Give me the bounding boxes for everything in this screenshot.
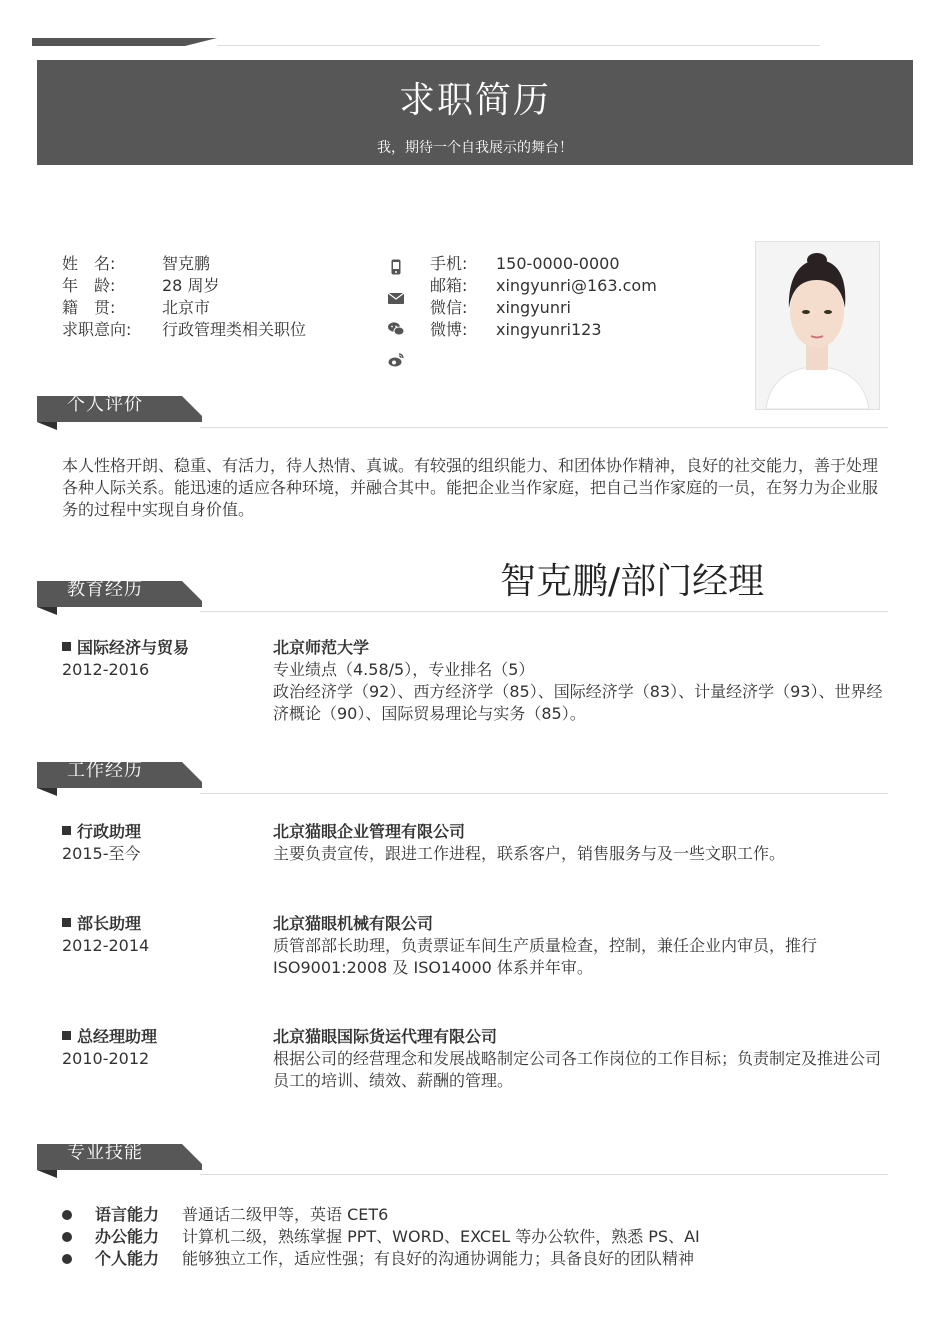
education-courses: 政治经济学（92）、西方经济学（85）、国际经济学（83）、计量经济学（93）、世界经济概论（90）、国际贸易理论与实务（85）。: [273, 682, 883, 723]
contact-row-weibo: [430, 319, 657, 341]
section-divider: [200, 427, 888, 428]
square-bullet-icon: [62, 826, 71, 835]
education-period: 2012-2016: [62, 660, 150, 679]
skill-name: 办公能力: [95, 1227, 160, 1246]
page-title: 求职简历: [398, 80, 551, 121]
name-position-heading: 智克鹏/部门经理: [500, 561, 765, 602]
education-major: 国际经济与贸易: [77, 638, 190, 657]
work-title: 行政助理: [77, 822, 142, 841]
basic-info: [62, 253, 306, 341]
info-value: 智克鹏: [162, 254, 211, 273]
contact-label: 微信:: [430, 298, 468, 317]
work-item-right: [273, 821, 883, 865]
info-row-age: [62, 275, 306, 297]
work-period: 2012-2014: [62, 936, 150, 955]
info-row-name: [62, 253, 306, 275]
square-bullet-icon: [62, 1031, 71, 1040]
info-label: 籍 贯:: [62, 298, 116, 317]
work-period: 2010-2012: [62, 1049, 150, 1068]
work-company: 北京猫眼企业管理有限公司: [273, 822, 466, 841]
section-tab-skills: [37, 1144, 202, 1178]
contact-info: [430, 253, 657, 341]
info-row-objective: [62, 319, 306, 341]
contact-row-phone: [430, 253, 657, 275]
work-company: 北京猫眼机械有限公司: [273, 914, 434, 933]
skill-item: [62, 1248, 882, 1270]
skill-desc: 计算机二级，熟练掌握 PPT、WORD、EXCEL 等办公软件，熟悉 PS、AI: [182, 1227, 700, 1246]
section-title: 专业技能: [67, 1142, 143, 1163]
education-gpa: 专业绩点（4.58/5），专业排名（5）: [273, 660, 535, 679]
work-desc: 主要负责宣传，跟进工作进程，联系客户，销售服务与及一些文职工作。: [273, 844, 786, 863]
profile-photo: [755, 241, 880, 410]
work-item-right: [273, 913, 883, 979]
section-tab-work: [37, 762, 202, 796]
weibo-icon: [385, 349, 407, 371]
skill-name: 个人能力: [95, 1249, 160, 1268]
contact-row-email: [430, 275, 657, 297]
info-label: 求职意向:: [62, 320, 132, 339]
info-label: 姓 名:: [62, 254, 116, 273]
section-divider: [200, 793, 888, 794]
work-item-right: [273, 1026, 883, 1092]
skill-item: [62, 1226, 882, 1248]
square-bullet-icon: [62, 642, 71, 651]
section-tab-profile: [37, 396, 202, 430]
work-item-left: [62, 1026, 262, 1070]
section-title: 工作经历: [67, 760, 143, 781]
phone-icon: [385, 256, 407, 278]
contact-value: xingyunri: [496, 298, 571, 317]
section-divider: [200, 1174, 888, 1175]
contact-value: xingyunri123: [496, 320, 602, 339]
contact-label: 邮箱:: [430, 276, 468, 295]
work-item-left: [62, 913, 262, 957]
profile-text: 本人性格开朗、稳重、有活力，待人热情、真诚。有较强的组织能力、和团体协作精神，良好的社交能力，善于处理各种人际关系。能迅速的适应各种环境，并融合其中。能把企业当作家庭，把自己当作家庭的一员，在努力为企业服务的过程中实现自身价值。: [62, 456, 879, 519]
contact-value: 150-0000-0000: [496, 254, 620, 273]
mail-icon: [385, 287, 407, 309]
work-title: 总经理助理: [77, 1027, 158, 1046]
info-value: 北京市: [162, 298, 211, 317]
contact-row-wechat: [430, 297, 657, 319]
wechat-icon: [385, 318, 407, 340]
info-row-hometown: [62, 297, 306, 319]
work-desc: 质管部部长助理，负责票证车间生产质量检查，控制，兼任企业内审员，推行ISO9001:2008 及 ISO14000 体系并年审。: [273, 936, 818, 977]
education-school: 北京师范大学: [273, 638, 370, 657]
skill-desc: 普通话二级甲等，英语 CET6: [182, 1205, 389, 1224]
education-left: [62, 637, 262, 681]
top-decor-line: [32, 38, 820, 46]
work-title: 部长助理: [77, 914, 142, 933]
work-item-left: [62, 821, 262, 865]
skill-name: 语言能力: [95, 1205, 160, 1224]
info-value: 28 周岁: [162, 276, 220, 295]
bullet-icon: [62, 1232, 72, 1242]
skill-desc: 能够独立工作，适应性强；有良好的沟通协调能力；具备良好的团队精神: [182, 1249, 695, 1268]
education-right: [273, 637, 883, 725]
square-bullet-icon: [62, 918, 71, 927]
contact-value: xingyunri@163.com: [496, 276, 657, 295]
work-desc: 根据公司的经营理念和发展战略制定公司各工作岗位的工作目标；负责制定及推进公司员工的培训、绩效、薪酬的管理。: [273, 1049, 882, 1090]
info-value: 行政管理类相关职位: [162, 320, 307, 339]
bullet-icon: [62, 1254, 72, 1264]
info-label: 年 龄:: [62, 276, 116, 295]
contact-icons: [385, 256, 407, 380]
work-period: 2015-至今: [62, 844, 141, 863]
contact-label: 手机:: [430, 254, 468, 273]
skill-item: [62, 1204, 882, 1226]
bullet-icon: [62, 1210, 72, 1220]
skills-list: [62, 1204, 882, 1270]
contact-label: 微博:: [430, 320, 468, 339]
header-banner: [37, 60, 913, 165]
work-company: 北京猫眼国际货运代理有限公司: [273, 1027, 498, 1046]
section-title: 个人评价: [67, 394, 143, 415]
section-title: 教育经历: [67, 579, 143, 600]
page-subtitle: 我，期待一个自我展示的舞台！: [377, 140, 573, 156]
section-divider: [200, 611, 888, 612]
section-tab-education: [37, 581, 202, 615]
